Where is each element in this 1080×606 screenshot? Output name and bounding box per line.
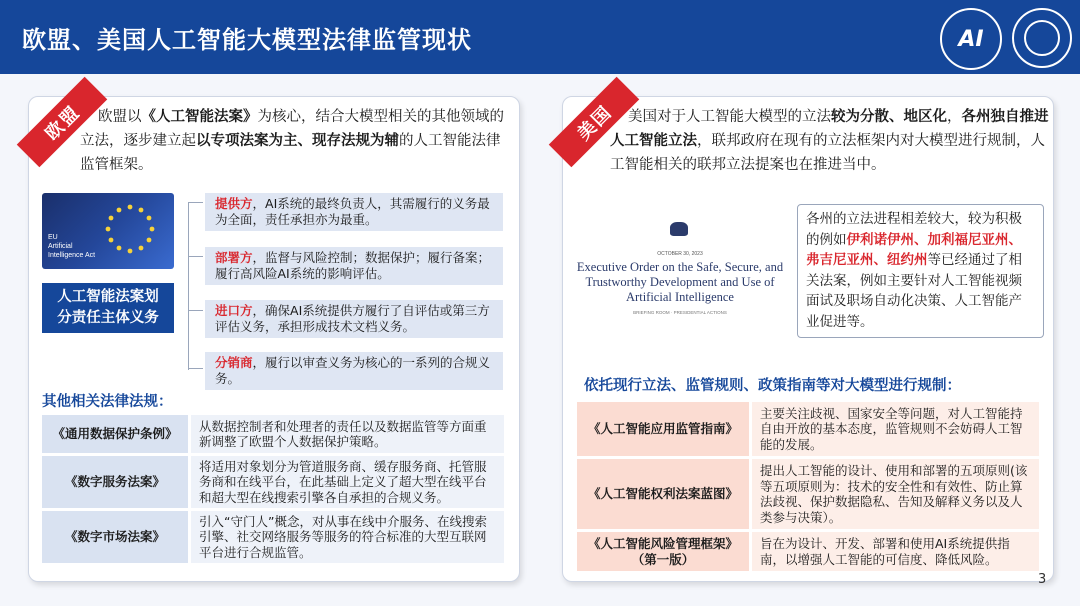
law-name: 《数字市场法案》 xyxy=(42,511,188,563)
eo-title: Executive Order on the Safe, Secure, and Trustworthy Development and Use of Artificial Intelligence xyxy=(576,260,784,304)
eu-intro-p1: 欧盟以 xyxy=(98,109,142,125)
eu-ribbon: 欧盟 xyxy=(17,77,108,168)
us-intro-p2: ， xyxy=(947,109,962,125)
table-row xyxy=(42,415,504,453)
table-row xyxy=(577,459,1039,529)
policy-desc: 主要关注歧视、国家安全等问题，对人工智能持自由开放的基本态度，监管规则不会妨碍人工智能的发展。 xyxy=(749,402,1039,456)
sh-ai-lab-logo-icon xyxy=(940,8,1002,70)
eu-laws-table xyxy=(42,412,504,566)
us-ribbon: 美国 xyxy=(549,77,640,168)
eu-stars-icon xyxy=(102,201,158,257)
ai-act-duties-line2: 分责任主体义务 xyxy=(57,310,159,326)
law-desc: 将适用对象划分为管道服务商、缓存服务商、托管服务商和在线平台，在此基础上定义了超大型在线平台和超大型在线搜索引擎各自承担的合规义务。 xyxy=(188,456,504,508)
role-text: ，履行以审查义务为核心的一系列的合规义务。 xyxy=(215,355,491,386)
policy-name: 《人工智能应用监管指南》 xyxy=(577,402,749,456)
executive-order-image xyxy=(574,210,786,326)
ai-act-duties-box xyxy=(42,283,174,333)
role-text: ，AI系统的最终负责人，其需履行的义务最为全面，责任承担亦为最重。 xyxy=(215,196,490,227)
eu-image-line3: Intelligence Act xyxy=(48,252,96,259)
eu-intro xyxy=(80,105,510,177)
role-keyword: 部署方 xyxy=(215,250,253,265)
role-keyword: 进口方 xyxy=(215,303,253,318)
us-intro-p3: ，联邦政府在现有的立法框架内对大模型进行规制，人工智能相关的联邦立法提案也在推进当中。 xyxy=(610,133,1045,173)
ai-logo-text: AI xyxy=(958,26,984,52)
rely-title: 依托现行立法、监管规则、政策指南等对大模型进行规制： xyxy=(584,378,961,394)
ai-act-duties-line1: 人工智能法案划 xyxy=(57,289,159,305)
eu-intro-p2: 为核心，结合大模型相关的其他领域的立法，逐步建立起 xyxy=(80,109,504,149)
header-bar xyxy=(0,0,1080,74)
table-row xyxy=(577,532,1039,571)
role-keyword: 分销商 xyxy=(215,355,253,370)
policy-name: 《人工智能权利法案蓝图》 xyxy=(577,459,749,529)
eu-image-line1: EU xyxy=(48,234,58,241)
role-keyword: 提供方 xyxy=(215,196,253,211)
us-intro-b1: 较为分散、地区化 xyxy=(831,109,947,125)
role-text: ，确保AI系统提供方履行了自评估或第三方评估义务，承担形成技术文档义务。 xyxy=(215,303,490,334)
page-title: 欧盟、美国人工智能大模型法律监管现状 xyxy=(22,26,472,54)
us-intro-b2: 各州独自推进人工智能立法 xyxy=(610,109,1049,149)
policy-desc: 旨在为设计、开发、部署和使用AI系统提供指南，以增强人工智能的可信度、降低风险。 xyxy=(749,532,1039,571)
state-text-p2: 等已经通过了相关法案，例如主要针对人工智能视频面试及职场自动化决策、人工智能产业促进等。 xyxy=(806,252,1022,330)
state-keywords: 伊利诺伊州、加利福尼亚州、弗吉尼亚州、纽约州 xyxy=(806,231,1022,268)
law-name: 《数字服务法案》 xyxy=(42,456,188,508)
page-number: 3 xyxy=(1038,572,1047,587)
role-distributor xyxy=(205,352,503,390)
law-desc: 引入“守门人”概念，对从事在线中介服务、在线搜索引擎、社交网络服务等服务的符合标准的大型互联网平台进行合规监管。 xyxy=(188,511,504,563)
state-text-p1: 各州的立法进程相差较大，较为积极的例如 xyxy=(806,211,1022,248)
white-house-seal-icon xyxy=(670,222,688,236)
policy-name: 《人工智能风险管理框架》（第一版） xyxy=(577,532,749,571)
role-text: ，监督与风险控制；数据保护；履行备案；履行高风险AI系统的影响评估。 xyxy=(215,250,491,281)
eo-footer: BRIEFING ROOM · PRESIDENTIAL ACTIONS xyxy=(633,310,727,315)
roles-bracket xyxy=(188,202,202,370)
role-provider xyxy=(205,193,503,231)
us-intro-p1: 美国对于人工智能大模型的立法 xyxy=(628,109,831,125)
role-importer xyxy=(205,300,503,338)
law-desc: 从数据控制者和处理者的责任以及数据监管等方面重新调整了欧盟个人数据保护策略。 xyxy=(188,415,504,453)
eu-intro-b1: 《人工智能法案》 xyxy=(141,109,258,125)
other-laws-title: 其他相关法律法规： xyxy=(42,394,173,410)
law-name: 《通用数据保护条例》 xyxy=(42,415,188,453)
state-legislation-box xyxy=(797,204,1044,338)
eu-image-caption xyxy=(48,233,95,260)
table-row xyxy=(577,402,1039,456)
table-row xyxy=(42,456,504,508)
eu-intro-p3: 的人工智能法律监管框架。 xyxy=(80,133,501,173)
eo-date: OCTOBER 30, 2023 xyxy=(657,251,703,257)
policy-desc: 提出人工智能的设计、使用和部署的五项原则(该等五项原则为：技术的安全性和有效性、防止算法歧视、保护数据隐私、告知及解释义务以及人类参与决策）。 xyxy=(749,459,1039,529)
role-deployer xyxy=(205,247,503,285)
us-policies-table xyxy=(577,399,1039,574)
eu-image-line2: Artificial xyxy=(48,243,73,250)
eu-ai-act-image xyxy=(42,193,174,269)
university-seal-icon xyxy=(1012,8,1072,68)
us-intro xyxy=(610,105,1050,177)
eu-intro-b2: 以专项法案为主、现存法规为辅 xyxy=(196,133,399,149)
table-row xyxy=(42,511,504,563)
